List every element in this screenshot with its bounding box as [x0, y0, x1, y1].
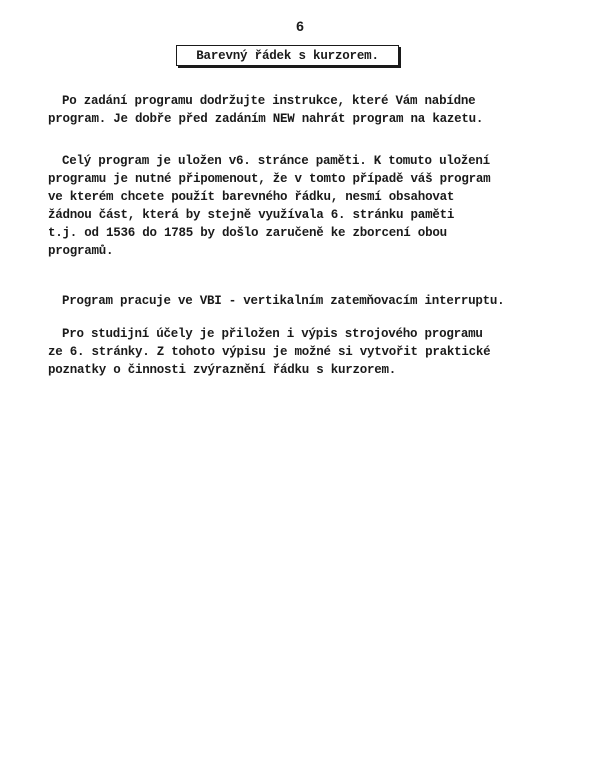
text-line: poznatky o činnosti zvýraznění řádku s kurzorem.	[48, 363, 397, 377]
text-line: ve kterém chcete použít barevného řádku, nesmí obsahovat	[48, 190, 455, 204]
section-title: Barevný řádek s kurzorem.	[196, 49, 379, 63]
paragraph-memory-page	[48, 152, 588, 260]
text-line: Celý program je uložen v6. stránce paměti. K tomuto uložení	[62, 154, 490, 168]
page-number: 6	[296, 18, 304, 34]
text-line: t.j. od 1536 do 1785 by došlo zaručeně ke zborcení obou	[48, 226, 447, 240]
paragraph-listing	[48, 325, 588, 379]
text-line: ze 6. stránky. Z tohoto výpisu je možné si vytvořit praktické	[48, 345, 491, 359]
paragraph-intro	[48, 92, 588, 128]
paragraph-vbi	[48, 292, 588, 310]
text-line: program. Je dobře před zadáním NEW nahrát program na kazetu.	[48, 112, 484, 126]
text-line: programu je nutné připomenout, že v tomto případě váš program	[48, 172, 491, 186]
text-line: Po zadání programu dodržujte instrukce, které Vám nabídne	[62, 94, 476, 108]
text-line: programů.	[48, 244, 114, 258]
text-line: žádnou část, která by stejně využívala 6. stránku paměti	[48, 208, 455, 222]
text-line: Program pracuje ve VBI - vertikalním zatemňovacím interruptu.	[62, 294, 505, 308]
text-line: Pro studijní účely je přiložen i výpis strojového programu	[62, 327, 483, 341]
section-title-box	[176, 45, 399, 66]
